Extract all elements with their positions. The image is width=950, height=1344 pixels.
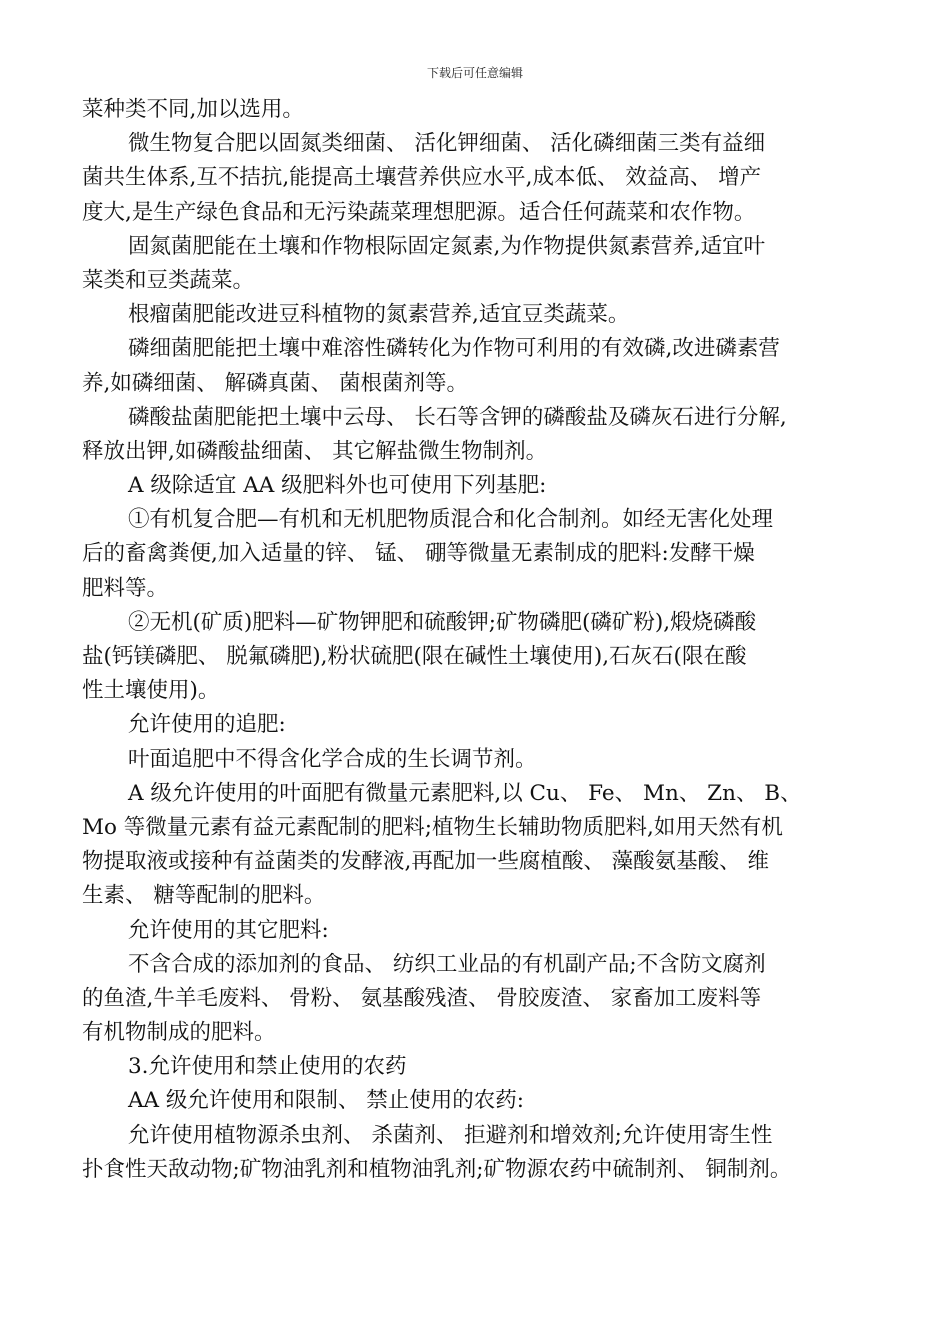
page-header-note: 下载后可任意编辑 (426, 66, 523, 80)
text-line: 生素、 糖等配制的肥料。 (82, 883, 326, 909)
text-line: A 级除适宜 AA 级肥料外也可使用下列基肥: (128, 473, 547, 499)
text-line: 叶面追肥中不得含化学合成的生长调节剂。 (128, 746, 537, 772)
document-body (82, 93, 872, 1187)
text-line: 固氮菌肥能在土壤和作物根际固定氮素,为作物提供氮素营养,适宜叶 (128, 233, 766, 259)
text-line: 扑食性天敌动物;矿物油乳剂和植物油乳剂;矿物源农药中硫制剂、 铜制剂。 (82, 1156, 792, 1182)
text-line: 养,如磷细菌、 解磷真菌、 菌根菌剂等。 (82, 370, 469, 396)
text-line: 后的畜禽粪便,加入适量的锌、 锰、 硼等微量无素制成的肥料:发酵干燥 (82, 541, 755, 567)
text-line: Mo 等微量元素有益元素配制的肥料;植物生长辅助物质肥料,如用天然有机 (82, 814, 783, 840)
text-line: ②无机(矿质)肥料—矿物钾肥和硫酸钾;矿物磷肥(磷矿粉),煅烧磷酸 (128, 609, 757, 635)
text-line: 释放出钾,如磷酸盐细菌、 其它解盐微生物制剂。 (82, 438, 548, 464)
text-line: 磷酸盐菌肥能把土壤中云母、 长石等含钾的磷酸盐及磷灰石进行分解, (128, 404, 787, 430)
text-line: 的鱼渣,牛羊毛废料、 骨粉、 氨基酸残渣、 骨胶废渣、 家畜加工废料等 (82, 985, 762, 1011)
text-line: 肥料等。 (82, 575, 169, 601)
text-line: 菌共生体系,互不拮抗,能提高土壤营养供应水平,成本低、 效益高、 增产 (82, 165, 762, 191)
text-line: 允许使用的其它肥料: (128, 917, 329, 943)
text-line: 盐(钙镁磷肥、 脱氟磷肥),粉状硫肥(限在碱性土壤使用),石灰石(限在酸 (82, 644, 747, 669)
text-line: 根瘤菌肥能改进豆科植物的氮素营养,适宜豆类蔬菜。 (128, 302, 630, 328)
text-line: 菜种类不同,加以选用。 (82, 97, 304, 122)
text-line: 3.允许使用和禁止使用的农药 (128, 1054, 407, 1080)
text-line: 允许使用的追肥: (128, 712, 286, 738)
text-line: 菜类和豆类蔬菜。 (82, 267, 255, 293)
text-line: 允许使用植物源杀虫剂、 杀菌剂、 拒避剂和增效剂;允许使用寄生性 (128, 1122, 773, 1148)
text-line: 度大,是生产绿色食品和无污染蔬菜理想肥源。适合任何蔬菜和农作物。 (82, 199, 756, 225)
text-line: ①有机复合肥—有机和无机肥物质混合和化合制剂。如经无害化处理 (128, 507, 774, 533)
text-line: AA 级允许使用和限制、 禁止使用的农药: (128, 1088, 524, 1114)
text-line: 磷细菌肥能把土壤中难溶性磷转化为作物可利用的有效磷,改进磷素营 (128, 336, 780, 362)
text-line: 有机物制成的肥料。 (82, 1020, 276, 1046)
text-line: 微生物复合肥以固氮类细菌、 活化钾细菌、 活化磷细菌三类有益细 (128, 131, 766, 157)
text-line: 性土壤使用)。 (82, 678, 220, 704)
text-line: A 级允许使用的叶面肥有微量元素肥料,以 Cu、 Fe、 Mn、 Zn、 B、 (128, 780, 802, 806)
text-line: 不含合成的添加剂的食品、 纺织工业品的有机副产品;不含防文腐剂 (128, 951, 766, 977)
text-line: 物提取液或接种有益菌类的发酵液,再配加一些腐植酸、 藻酸氨基酸、 维 (82, 849, 770, 875)
